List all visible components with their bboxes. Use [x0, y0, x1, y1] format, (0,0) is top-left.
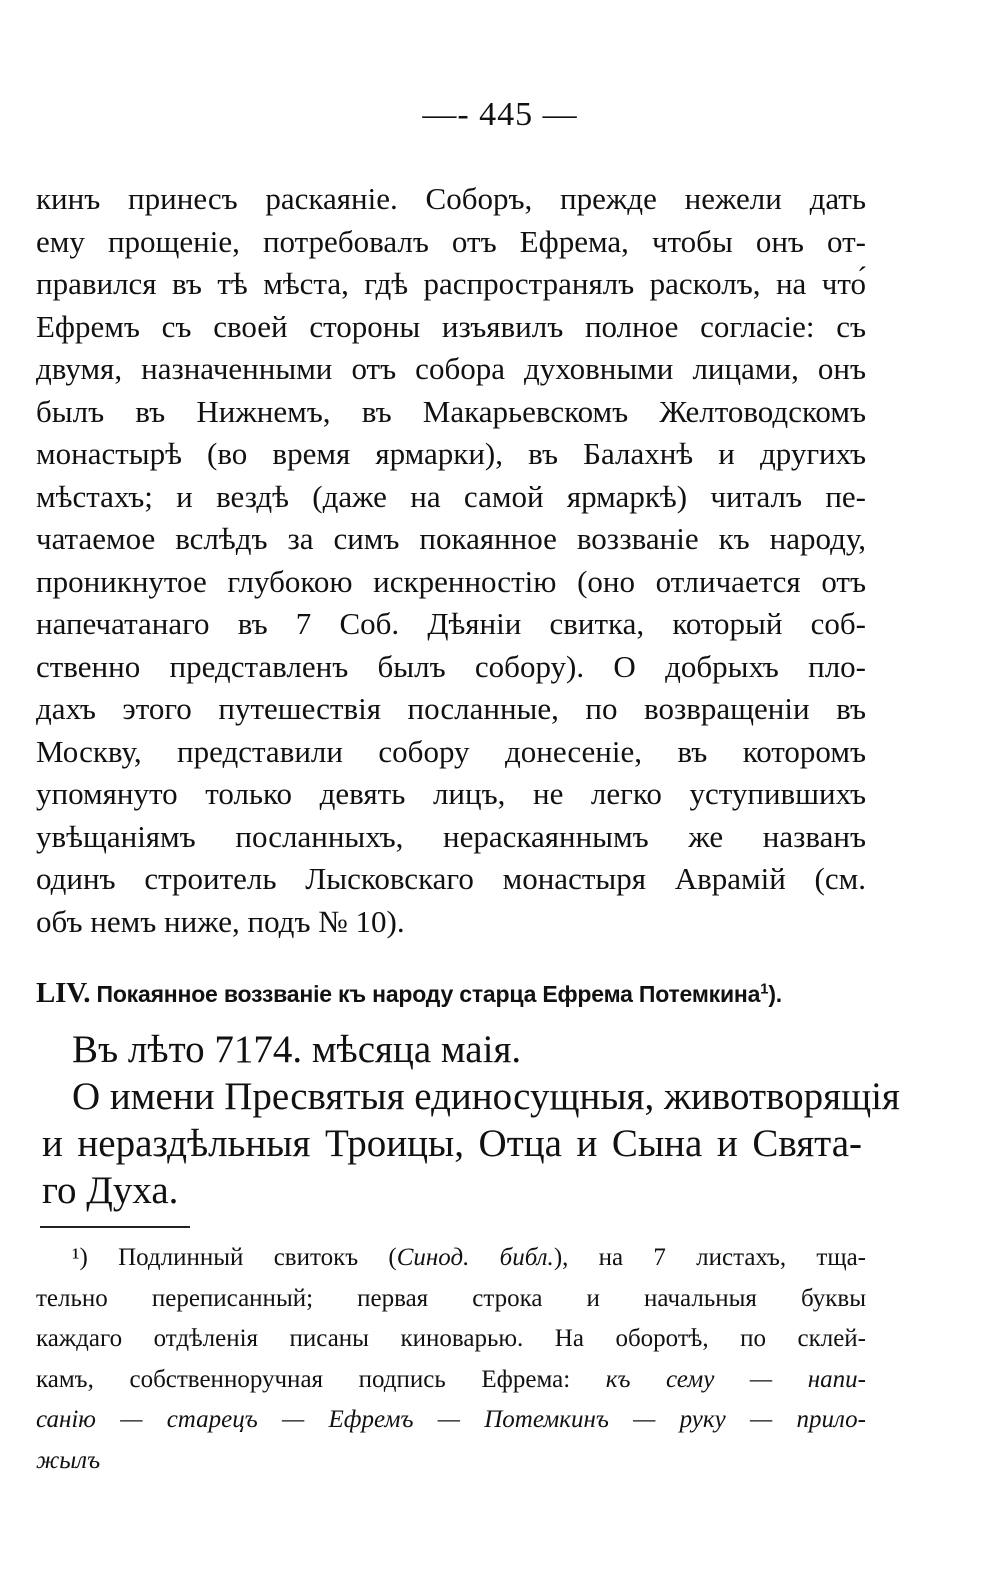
footnote-line: [36, 1238, 866, 1279]
footnote-text: Подлинный свитокъ (: [118, 1244, 397, 1271]
section-heading: [36, 977, 866, 1010]
text-line: дахъ этого путешествія посланные, по возвращеніи въ: [36, 691, 866, 726]
footnote-line: санію — старецъ — Ефремъ — Потемкинъ — руку — прило-: [36, 1406, 866, 1433]
date-line: Въ лѣто 7174. мѣсяца маія.: [72, 1028, 522, 1071]
footnote: [36, 1238, 866, 1481]
text-line: кинъ принесъ раскаяніе. Соборъ, прежде нежели дать: [36, 181, 866, 216]
text-line: проникнутое глубокою искренностію (оно отличается отъ: [36, 563, 866, 599]
text-line: ему прощеніе, потребовалъ отъ Ефрема, чтобы онъ от-: [36, 223, 866, 259]
page-number: —- 445 —: [422, 96, 578, 133]
text-line: правился въ тѣ мѣста, гдѣ распространялъ расколъ, на что́: [36, 266, 866, 301]
footnote-line: каждаго отдѣленія писаны киноварью. На оборотѣ, по склей-: [36, 1325, 866, 1352]
document-opening: [42, 1026, 900, 1214]
text-line: объ немъ ниже, подъ № 10).: [36, 903, 405, 939]
footnote-marker: 1: [760, 980, 769, 998]
text-line: чатаемое вслѣдъ за симъ покаянное воззваніе къ народу,: [36, 521, 866, 556]
text-line: монастырѣ (во время ярмарки), въ Балахнѣ и другихъ: [36, 436, 866, 471]
footnote-line: тельно переписанный; первая строка и начальныя буквы: [36, 1284, 866, 1312]
section-title: Покаянное воззваніе къ народу старца Ефрема Потемкина: [96, 981, 761, 1007]
text-line: Москву, представили собору донесеніе, въ которомъ: [36, 733, 866, 769]
footnote-text: камъ, собственноручная подпись Ефрема:: [36, 1365, 606, 1393]
invocation-line: О имени Пресвятыя единосущныя, животворящія: [72, 1075, 900, 1118]
footnote-line: [36, 1360, 866, 1401]
text-line: одинъ строитель Лысковскаго монастыря Аврамій (см.: [36, 861, 866, 896]
footnote-number: ¹): [72, 1244, 88, 1271]
invocation-line: го Духа.: [42, 1169, 179, 1212]
footnote-divider: [40, 1226, 190, 1228]
text-line: мѣстахъ; и вездѣ (даже на самой ярмаркѣ) читалъ пе-: [36, 478, 866, 514]
section-title-close: ).: [768, 981, 782, 1007]
text-line: ственно представленъ былъ собору). О добрыхъ пло-: [36, 648, 866, 684]
section-number: LIV.: [36, 977, 91, 1009]
main-paragraph: [36, 178, 866, 943]
text-line: двумя, назначенными отъ собора духовными лицами, онъ: [36, 351, 866, 386]
text-line: напечатанаго въ 7 Соб. Дѣяніи свитка, который соб-: [36, 606, 866, 641]
footnote-text: ), на 7 листахъ, тща-: [553, 1244, 866, 1271]
text-line: Ефремъ съ своей стороны изъявилъ полное согласіе: съ: [36, 308, 866, 344]
text-line: былъ въ Нижнемъ, въ Макарьевскомъ Желтоводскомъ: [36, 393, 866, 429]
text-line: упомянуто только девять лицъ, не легко уступившихъ: [36, 776, 866, 811]
invocation-line: и нераздѣльныя Троицы, Отца и Сына и Свята-: [42, 1122, 862, 1165]
footnote-line: жылъ: [36, 1446, 101, 1474]
footnote-italic: Синод. библ.: [396, 1244, 554, 1271]
footnote-italic: къ сему — напи-: [605, 1365, 866, 1393]
text-line: увѣщаніямъ посланныхъ, нераскаяннымъ же названъ: [36, 818, 866, 854]
